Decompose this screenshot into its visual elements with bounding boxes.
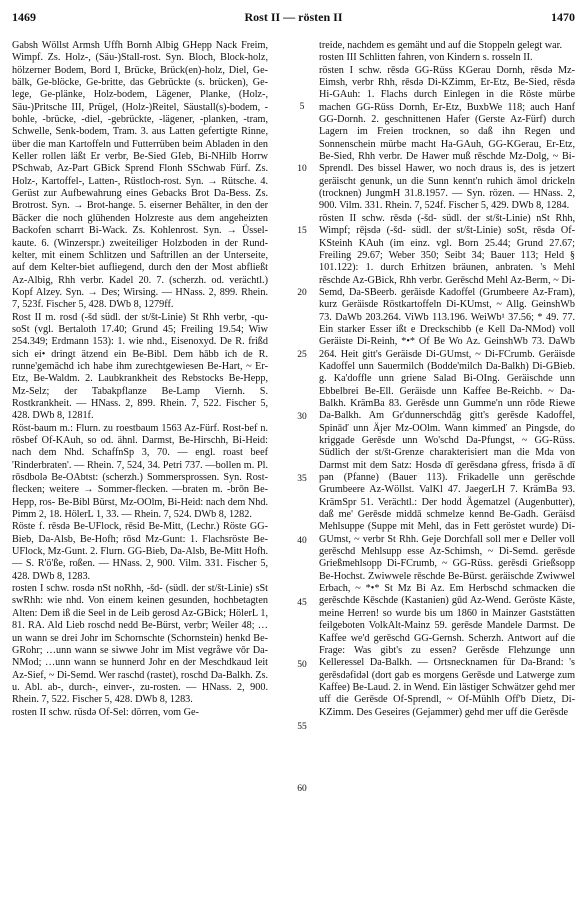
- entry-rosten-ii-continued: treide, nachdem es gemäht und auf die Stoppeln gelegt war.: [319, 40, 563, 51]
- entry-roeste: Röste f. rēsdə Be-UFlock, rēsid Be-Mitt, (Lechr.) Röste GG-Bieb, Da-Alsb, Be-Hofh; rōsd Mz-Gunt: 1. Flachsröste Be-UFlock, Mz-Gunt. 2. Flurn. GG-Bieb, Da-Alsb, Be-Mitt Hofh. — S. R'ö'ße, roßen. — HNass. 2, 900. Vilm. 331. Fischer 5, 428. DWb 8, 1283.: [12, 521, 268, 582]
- entry-roesten-ii: rösten II schw. rēsdə (-šd- südl. der st/št-Linie) nSt Rhh, Wimpf; rēįsdə (-šd- südl. der st/št-Linie) soSt, rēsdə Of-KSteinh KAuh (im einz. vgl. Born 25.44; Grund 27.67; Freiling 29.67; Weber 350; Seibt 34; Bauer 113; Held § 101.122): 1. durch Erhitzen bräunen, anbraten. 's Mehl rēschde Az-GBick, Rhh verbr. Gerēschd Mehl Az-Berm, ~ Di-Semd, Da-SBeerb. gerāisde Kadoffel (Grumbeere Az-Fram), kurz Geräisde Röstkartoffeln Di-KUmst, ~ Allg. GeinshWb 73. DaWb 203.264. ViWb 113.196. WeiWb¹ 37.56; * 49. 77. Ein starker Esser ißt e Dreckschibb (e Kell Da-NMod) voll Geräiste Di-Reinh, *•* Of Be Wo Az. GeinshWb 73. DaWb 264. Heit gitt's Geräisde Di-GUmst, ~ Di-FCrumb. Geräisde Kadoffel unn Sauermilch (Bodde'milch Da-Balkh) Di-GBieb. g. Ka'doffle unn griene Salad Bi-OIng. Geräischde unn Ebbelbrei Be-Ell. Geräisde unn Kaffee Be-Reichb. ~ Da-Balkh. KrämBa 83. Gerēsde unn Gumme'n unn rōde Riewe Da-Balkh. Am Gr'dunnerschdāg gitt's gerēsde Kadoffel, Spināď unn Äjer Mz-OOlm. Wann kimmeď an Pingsde, do kriggade Gerēsde unn Wo'schd Da-Pfungst, ~ GG-Rüss. Südlich der st/št-Grenze charakterisiert man die Mda von Darmst mit dem Satz: Hosdə dī gerēsdənə gfress, frisdə ā dī pən (Pfanne) (Bauer 113). Frikadelle unn gerēschde Grumbeere Az-Wöllst. ValKl 47. JaegerLH 7. KrämBa 93. KrämSpr 51. Verächtl.: Der hodd Ägematzel (Augenbutter), daß me' Gerēsde middā schmelze kennd Be-Gadh. Geräisd Mehlsuppe (Suppe mit Mehl, das in Fett geröstet wurde) Di-GUmst, ~ verbr St Rhh. Geje Dorchfall soll mer e Deller voll gerēschd Mehlsupp esse Az-Schimsh, ~ Di-Semd. gerēsde Grießmehlsopp Di-FCrumb, ~ GG-Rüss. gerēsdi Grießsopp Be-Hochst. Zwiwwele rēschde Be-Bürst. geräischde Zwiwwel Erbach, ~ *•* St Mz Bi Az. Em Herbschd schmacken die gerēschde Kēschde (Kastanien) gūd Az-Wend. Geröste Käste, meine Herren! so wurde bis um 1860 in Mainzer Gaststätten feilgeboten VolkAlt-Mainz 59. gerēsde Mandele Darmst. De Kaffee we'd gerēschd GG-Gernsh. Scherzh. Antwort auf die Frage: Was gibt's zu essen? Gerēsde Flehzunge unn Kelleressel Da-Balkh. — Ortsnecknamen für Da-Brand: 's gerēsdəfidəl (dort gab es morgens Gerēsde und Latwerge zum Kaffee) Be-Laud. 2. in Wend. Ein lästiger Schwätzer gehd mer uff die Gerēsde Of-Sprendl, ~ Of-Mühlh Off'b Dietz, Di-KZimm. Des Geseires (Gejammer) gehd mer uff die Gerēsde: [319, 212, 575, 718]
- entry-rost-i-continued: Gabsh Wöllst Armsh Uffh Bornh Albig GHepp Nack Freim, Wimpf. Zs. Holz-, (Säu-)Stall-rost. Syn. Bloch, Block-holz, hölzerner Bodem, Bord I, Brücke, Brück(en)-holz, Diel, Ge-bälk, Ge-blöcke, Ge-britte, das Gebrückte (s. brücken), Ge-lege, Ge-plänke, Holz-bodem, Lägener, Planke, (Holz-, Säu-)Pritsche III, Prügel, (Holz-)Reitel, Säustall(s)-bodem, -bohle, -brücke, -diel, -gebrückte, -lägener, -planken, -tram, Schwelle, Senk-bodem, Tram. 3. aus Latten gefertigte Rinne, über die man Kartoffeln und Futterrüben beim Abladen in den Keller rollen läßt Er verbr, Be-Sied GIeb, Bi-NHilb Horrw PSchwab, Az-Part GBick Sprend Flonh SSchwab Fürf. Zs. Holz-, Kartoffel-, Latten-, Rüstloch-rost. Syn. → Rütsche. 4. Gerüst zur Aufbewahrung eines Gebacks Brot Da-Bess. Zs. Brotrost. Syn. → Brot-hange. 5. eiserner Behälter, in den der Bäcker die noch glühenden Holzreste aus dem angeheizten Backofen scharrt Bi-Wack. Zs. Kohlenrost. Syn. → Üssel-kaute. 6. (Winzerspr.) zweiteiliger Holzboden in der Rund-kelter, mit einem Schlitzen und Saftrillen an der Unterseite, auf dem Kelter-biet aufliegend, durch den der Most abfließt Az-Albig, Rhh verbr. Kadel 20. 7. (scherzh. od. verächtl.) Kopf Alzey. Syn. → Des; Wirsing. — HNass. 2, 899. Rhein. 7, 523f. Fischer 5, 428. DWb 8, 1279ff.: [12, 40, 268, 311]
- entry-rosten-iii: rosten III Schlitten fahren, von Kindern s. rosseln II.: [319, 52, 533, 64]
- right-column: [319, 40, 575, 719]
- left-column: [12, 40, 268, 719]
- line-number: 45: [297, 598, 307, 608]
- running-head: Rost II — rösten II: [244, 9, 343, 24]
- entry-rost-ii: Rost II m. rosd (-šd südl. der st/št-Linie) St Rhh verbr, -qu- soSt (vgl. Bertaloth 17.40; Grund 45; Freiling 19.54; Wiw 254.349; Erdmann 153): 1. wie nhd., Eisenoxyd. De R. frißd sich ei• dringt ätzend ein Be-Bibl. Dem hābb ich de R. runne'gemächd ich habe ihm zurechtgewiesen Be-Hart, ~ Er-Etz, Be-Waldm. 2. Laubkrankheit des Rebstocks Be-Hepp, Mz-Selz; der Tabakpflanze Be-Lamp Viernh. S. Rostkrankheit. — HNass. 2, 899. Rhein. 7, 522. Fischer 5, 428. DWb 8, 1281f.: [12, 311, 268, 422]
- line-number: 60: [297, 784, 307, 794]
- entry-rosten-i: rosten I schw. rosdə nSt noRhh, -šd- (südl. der st/št-Linie) sSt swRhh: wie nhd. Von einem keinen gesunden, hochbetagten Alten: Dem iß die Seel in de Leib gerosd Az-GBick; HölerL 1, 81. RA. Ald Lieb roschd nedd Be-Bürst, verbr; Weiler 48; …un wann se drei Johr im Schornschte (Schornstein) henkd Be-GRohr; …unn wann se siwwe Johr im Mist vegråwe vōr Da-NMod; …unn wann se hunnerd Johr en der Meschdkaud leit Az-Sief, ~ Di-Semd. Wer raschd (rastet), roschd Da-Balkh. Zs. u. Abl. ab-, durch-, einver-, zu-rosten. — HNass. 2, 900. Rhein. 7, 522. Fischer 5, 428. DWb 8, 1283.: [12, 583, 269, 706]
- line-number: 25: [297, 350, 307, 360]
- line-number: 5: [299, 102, 305, 112]
- entry-rosten-ii: rosten II schw. rüsdə Of-Sel: dörren, vom Ge-: [12, 706, 199, 718]
- line-number: 55: [297, 722, 307, 732]
- line-number: 10: [297, 164, 307, 174]
- left-page-number: 1469: [12, 9, 36, 24]
- line-number: 15: [297, 226, 307, 236]
- line-number: 20: [297, 288, 307, 298]
- line-number: 40: [297, 536, 307, 546]
- line-number: 35: [297, 474, 307, 484]
- entry-roesten-i: rösten I schw. rēsdə GG-Rüss KGerau Dornh, rēsdə Mz-Eimsh, verbr Rhh, rēsdə Di-KZimm, Er-Etz, Be-Sied, rēsdə Hi-GAuh: 1. Flachs durch Einlegen in die Röste mürbe machen GG-Rüss Dornh, Er-Etz, BuxbWe 118; auch Hanf GG-Dornh. 2. geschnittenen Hafer (Gerste Az-Fürf) durch Lagern im Freien trocknen, so daß ihn Regen und Sonnenschein mürbe macht Ha-GAuh, GG-KGerau, Er-Etz, Be-Sied, Rhh verbr. De Hawer muß rēschde Mz-Dolg, ~ Bi-Sprendl. Des bissel Hawer, wo noch draus is, des is jetzert geräischt genunk, un die Sunn kennt'n ruhich ämol drickeln (trocknen) JungmH 31.8.1957. — Syn. rözen. — HNass. 2, 900. Vilm. 331. Rhein. 7, 524f. Fischer 5, 429. DWb 8, 1284.: [319, 64, 575, 212]
- right-page-number: 1470: [551, 9, 575, 24]
- line-number: 30: [297, 412, 307, 422]
- line-number: 50: [297, 660, 307, 670]
- page-header: [12, 6, 575, 28]
- entry-roest-baum: Röst-baum m.: Flurn. zu roestbaum 1563 Az-Fürf. Rost-bef n. rōsbef Of-KAuh, so od. ähnl. Darmst, Be-Hirschh, Bi-Heid: nach dem Nhd. SchaffnSp 3, 70. — engl. roast beef 'Rinderbraten'. — Rhein. 7, 524, 34. Petri 737. —bollen m. Pl. rōsdbolə Be-OAbtst: (scherzh.) Sommersprossen. Syn. Rost-flecken; weitere → Sommer-flecken. —braten m. -brōn Be-Hepp, ros- Be-Bibl Bürst, Mz-OOlm, Bi-Heid: nach dem Nhd. Pimm 2, 18. HölerL 1, 33. — Rhein. 7, 524. DWb 8, 1282.: [12, 422, 268, 521]
